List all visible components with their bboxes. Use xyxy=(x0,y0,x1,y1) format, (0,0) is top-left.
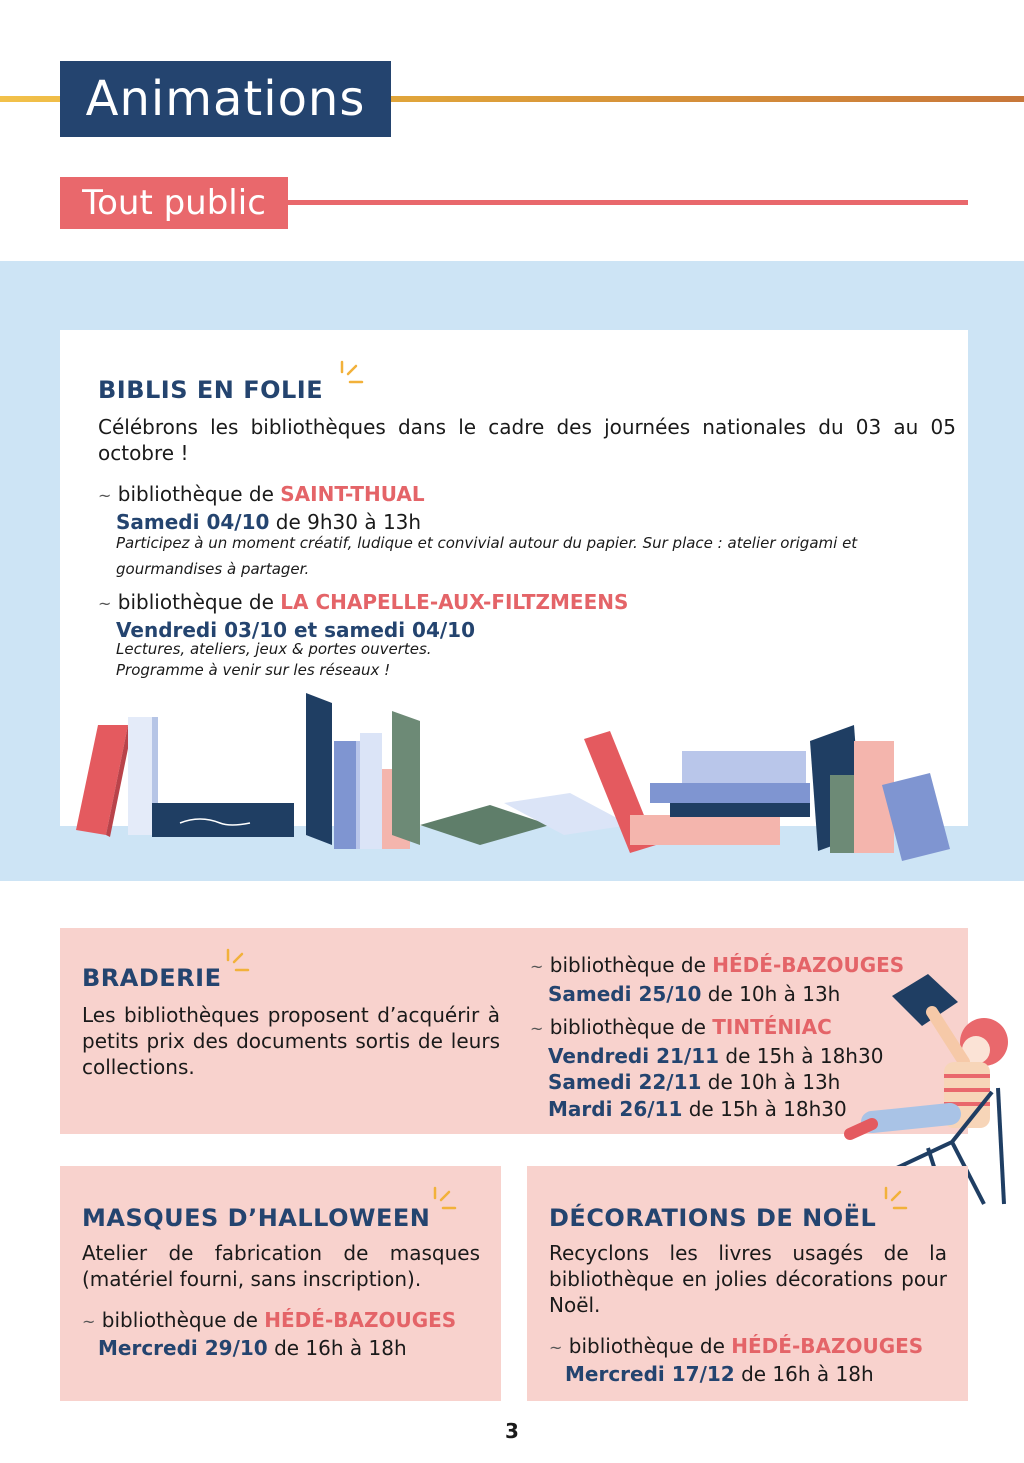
entry-time: de 9h30 à 13h xyxy=(269,510,422,534)
entry-prefix: bibliothèque de xyxy=(568,1334,725,1358)
biblis-title: BIBLIS EN FOLIE xyxy=(98,376,324,404)
entry-date: Vendredi 03/10 et samedi 04/10 xyxy=(116,618,475,642)
biblis-intro: Célébrons les bibliothèques dans le cadre des journées nationales du 03 au 05 octobre ! xyxy=(98,415,956,465)
sparkle-icon xyxy=(880,1186,910,1216)
entry-place: LA CHAPELLE-AUX-FILTZMEENS xyxy=(280,590,629,614)
tilde-bullet: ~ xyxy=(530,1019,544,1038)
tilde-bullet: ~ xyxy=(549,1338,563,1357)
tilde-bullet: ~ xyxy=(98,594,112,613)
entry-date: Vendredi 21/11 xyxy=(548,1043,720,1068)
entry-prefix: bibliothèque de xyxy=(549,953,706,977)
entry-date: Mardi 26/11 xyxy=(548,1096,683,1121)
entry-time: de 15h à 18h30 xyxy=(682,1096,847,1121)
halloween-text: Atelier de fabrication de masques (matériel fourni, sans inscription). xyxy=(82,1241,480,1291)
entry-time: de 16h à 18h xyxy=(267,1336,407,1360)
entry-date: Mercredi 17/12 xyxy=(565,1362,735,1386)
entry-time: de 10h à 13h xyxy=(701,981,841,1006)
entry-place: HÉDÉ-BAZOUGES xyxy=(264,1308,457,1332)
entry-place: TINTÉNIAC xyxy=(712,1015,832,1039)
braderie-text: Les bibliothèques proposent d’acquérir à petits prix des documents sortis de leurs collections. xyxy=(82,1003,500,1079)
entry-time: de 15h à 18h30 xyxy=(719,1043,884,1068)
entry-place: SAINT-THUAL xyxy=(280,482,425,506)
entry-time: de 10h à 13h xyxy=(701,1070,841,1094)
tilde-bullet: ~ xyxy=(82,1312,96,1331)
biblis-entry-1 xyxy=(98,481,958,535)
tilde-bullet: ~ xyxy=(98,486,112,505)
noel-text: Recyclons les livres usagés de la bibliothèque en jolies décorations pour Noël. xyxy=(549,1241,947,1317)
entry-place: HÉDÉ-BAZOUGES xyxy=(712,953,905,977)
books-illustration xyxy=(70,685,970,865)
entry-date: Samedi 04/10 xyxy=(116,510,270,534)
entry-prefix: bibliothèque de xyxy=(549,1015,706,1039)
biblis-entry-2-note1: Lectures, ateliers, jeux & portes ouvertes. xyxy=(116,640,432,658)
entry-date: Samedi 22/11 xyxy=(548,1070,702,1094)
entry-place: HÉDÉ-BAZOUGES xyxy=(731,1334,924,1358)
biblis-entry-1-note: Participez à un moment créatif, ludique et convivial autour du papier. Sur place : atelier origami et gourmandises à partager. xyxy=(116,534,858,578)
noel-title: DÉCORATIONS DE NOËL xyxy=(549,1204,877,1232)
tilde-bullet: ~ xyxy=(530,957,544,976)
entry-prefix: bibliothèque de xyxy=(117,590,274,614)
subtitle-divider-line xyxy=(286,200,968,205)
noel-entry xyxy=(549,1333,959,1387)
sparkle-icon xyxy=(222,948,252,978)
entry-prefix: bibliothèque de xyxy=(117,482,274,506)
sparkle-icon xyxy=(336,360,366,390)
entry-date: Samedi 25/10 xyxy=(548,981,702,1006)
entry-time: de 16h à 18h xyxy=(734,1362,874,1386)
braderie-title: BRADERIE xyxy=(82,964,222,992)
sparkle-icon xyxy=(429,1186,459,1216)
biblis-entry-2-note2: Programme à venir sur les réseaux ! xyxy=(116,661,391,679)
entry-prefix: bibliothèque de xyxy=(101,1308,258,1332)
page-title: Animations xyxy=(60,61,391,137)
entry-date: Mercredi 29/10 xyxy=(98,1336,268,1360)
halloween-title: MASQUES D’HALLOWEEN xyxy=(82,1204,431,1232)
page-number: 3 xyxy=(505,1419,519,1443)
section-subtitle: Tout public xyxy=(60,177,288,229)
halloween-entry xyxy=(82,1307,492,1361)
biblis-entry-2 xyxy=(98,589,958,643)
